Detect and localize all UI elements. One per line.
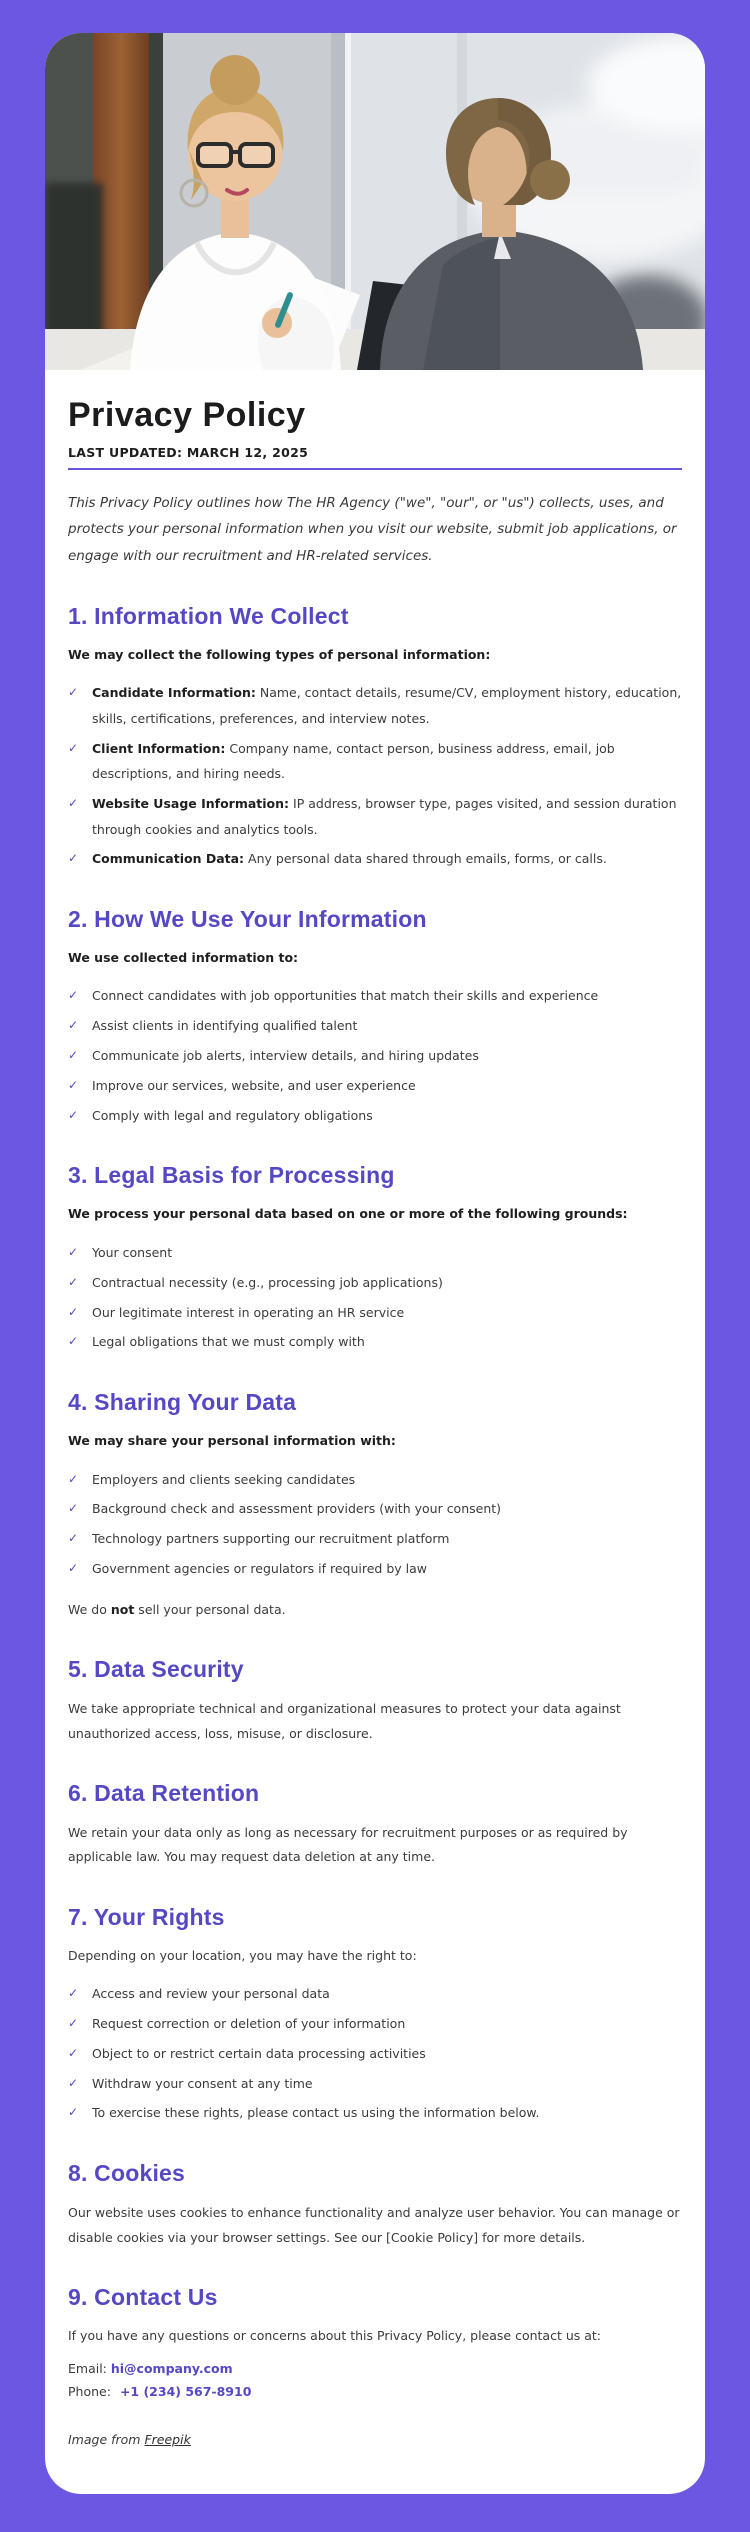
check-icon: ✓: [68, 1048, 79, 1063]
list-item: [68, 2071, 682, 2097]
list-item-text: Candidate Information: Name, contact details, resume/CV, employment history, education, skills, certifications, preferences, and interview notes.: [92, 685, 682, 727]
divider: [68, 468, 682, 470]
section-heading-information-we-collect: 1. Information We Collect: [68, 602, 349, 629]
check-icon: ✓: [68, 1561, 79, 1576]
list-item-text: Background check and assessment providers (with your consent): [92, 1501, 502, 1517]
list-item-text: To exercise these rights, please contact us using the information below.: [92, 2105, 540, 2121]
list-item: [68, 736, 682, 787]
header-photo: [45, 33, 705, 370]
check-icon: ✓: [68, 1531, 79, 1546]
list-item: [68, 1043, 682, 1069]
check-icon: ✓: [68, 1018, 79, 1033]
list-item: [68, 1496, 682, 1522]
check-icon: ✓: [68, 1304, 79, 1319]
list-item: [68, 2100, 682, 2126]
check-list: [68, 680, 682, 872]
page-title: Privacy Policy: [68, 396, 306, 434]
section-paragraph: We retain your data only as long as necessary for recruitment purposes or as required by applicable law. You may request data deletion at any time.: [68, 1824, 628, 1865]
freepik-link[interactable]: Freepik: [144, 2432, 191, 2448]
check-icon: ✓: [68, 1077, 79, 1092]
check-icon: ✓: [68, 1244, 79, 1259]
check-icon: ✓: [68, 1274, 79, 1289]
list-item-text: Comply with legal and regulatory obligations: [92, 1107, 373, 1123]
check-icon: ✓: [68, 2075, 79, 2090]
list-item-text: Communicate job alerts, interview details, and hiring updates: [92, 1048, 479, 1064]
section-lead: Depending on your location, you may have the right to:: [68, 1947, 417, 1963]
list-item-text: Client Information: Company name, contact person, business address, email, job descriptions, and hiring needs.: [92, 740, 615, 782]
section-heading-your-rights: 7. Your Rights: [68, 1903, 225, 1930]
list-item: [68, 1526, 682, 1552]
list-item: [68, 2011, 682, 2037]
contact-email-line: Email: hi@company.com: [68, 2361, 233, 2377]
credit-text: Image from: [68, 2432, 145, 2448]
list-item: [68, 1556, 682, 1582]
list-item: [68, 846, 682, 872]
check-icon: ✓: [68, 1471, 79, 1486]
section-heading-sharing-your-data: 4. Sharing Your Data: [68, 1389, 297, 1416]
section-lead: We use collected information to:: [68, 949, 299, 965]
policy-card: [45, 33, 705, 2494]
list-item: [68, 2041, 682, 2067]
check-icon: ✓: [68, 1334, 79, 1349]
section-lead: We process your personal data based on one or more of the following grounds:: [68, 1206, 628, 1222]
phone-link[interactable]: +1 (234) 567-8910: [119, 2384, 252, 2400]
list-item: [68, 680, 682, 731]
list-item: [68, 1270, 682, 1296]
check-icon: ✓: [68, 2045, 79, 2060]
list-item-text: Object to or restrict certain data processing activities: [92, 2045, 426, 2061]
list-item-text: Government agencies or regulators if required by law: [92, 1561, 427, 1577]
section-heading-data-retention: 6. Data Retention: [68, 1779, 260, 1806]
list-item-text: Legal obligations that we must comply with: [92, 1334, 365, 1350]
section-paragraph: We do not sell your personal data.: [68, 1601, 286, 1617]
check-list: [68, 1240, 682, 1355]
section-heading-legal-basis-for-processing: 3. Legal Basis for Processing: [68, 1162, 395, 1189]
check-icon: ✓: [68, 1986, 79, 2001]
list-item-text: Technology partners supporting our recruitment platform: [92, 1531, 450, 1547]
check-list: [68, 1467, 682, 1582]
list-item: [68, 1300, 682, 1326]
list-item: [68, 1240, 682, 1266]
list-item-text: Communication Data: Any personal data shared through emails, forms, or calls.: [92, 851, 607, 867]
list-item: [68, 983, 682, 1009]
policy-content: [45, 370, 705, 2494]
list-item-text: Connect candidates with job opportunities that match their skills and experience: [92, 988, 599, 1004]
section-lead: We may collect the following types of personal information:: [68, 646, 491, 662]
check-icon: ✓: [68, 1107, 79, 1122]
list-item-text: Access and review your personal data: [92, 1986, 330, 2002]
list-item: [68, 1073, 682, 1099]
list-item: [68, 1467, 682, 1493]
check-icon: ✓: [68, 795, 79, 810]
email-link[interactable]: hi@company.com: [110, 2361, 233, 2377]
section-lead: If you have any questions or concerns about this Privacy Policy, please contact us at:: [68, 2327, 602, 2343]
check-list: [68, 1981, 682, 2126]
list-item-text: Website Usage Information: IP address, browser type, pages visited, and session duration through cookies and analytics tools.: [92, 795, 677, 837]
check-icon: ✓: [68, 851, 79, 866]
section-heading-data-security: 5. Data Security: [68, 1656, 244, 1683]
list-item: [68, 1981, 682, 2007]
list-item: [68, 1013, 682, 1039]
intro-paragraph: This Privacy Policy outlines how The HR Agency ("we", "our", or "us") collects, uses, and protects your personal information when you visit our website, submit job applications, or engage with our recruitment and HR-related services.: [68, 495, 677, 564]
check-icon: ✓: [68, 2105, 79, 2120]
list-item: [68, 1329, 682, 1355]
section-heading-how-we-use-your-information: 2. How We Use Your Information: [68, 905, 427, 932]
section-heading-contact-us: 9. Contact Us: [68, 2283, 218, 2310]
image-credit: [68, 2432, 682, 2447]
check-list: [68, 983, 682, 1128]
list-item: [68, 791, 682, 842]
list-item-text: Withdraw your consent at any time: [92, 2075, 313, 2091]
list-item-text: Your consent: [92, 1244, 173, 1260]
check-icon: ✓: [68, 740, 79, 755]
check-icon: ✓: [68, 685, 79, 700]
contact-phone-line: Phone: +1 (234) 567-8910: [68, 2384, 252, 2400]
list-item-text: Employers and clients seeking candidates: [92, 1471, 356, 1487]
section-paragraph: We take appropriate technical and organizational measures to protect your data against unauthorized access, loss, misuse, or disclosure.: [68, 1701, 621, 1741]
last-updated: LAST UPDATED: MARCH 12, 2025: [68, 445, 309, 460]
check-icon: ✓: [68, 1501, 79, 1516]
list-item: [68, 1103, 682, 1129]
section-heading-cookies: 8. Cookies: [68, 2160, 186, 2187]
list-item-text: Our legitimate interest in operating an HR service: [92, 1304, 405, 1320]
section-lead: We may share your personal information with:: [68, 1433, 396, 1449]
section-paragraph: Our website uses cookies to enhance functionality and analyze user behavior. You can manage or disable cookies via your browser settings. See our [Cookie Policy] for more details.: [68, 2205, 680, 2245]
hair-bun: [530, 160, 570, 200]
check-icon: ✓: [68, 988, 79, 1003]
check-icon: ✓: [68, 2016, 79, 2031]
list-item-text: Improve our services, website, and user experience: [92, 1077, 416, 1093]
list-item-text: Contractual necessity (e.g., processing job applications): [92, 1274, 443, 1290]
list-item-text: Assist clients in identifying qualified talent: [92, 1018, 358, 1034]
list-item-text: Request correction or deletion of your information: [92, 2016, 406, 2032]
sections: [68, 603, 682, 2403]
